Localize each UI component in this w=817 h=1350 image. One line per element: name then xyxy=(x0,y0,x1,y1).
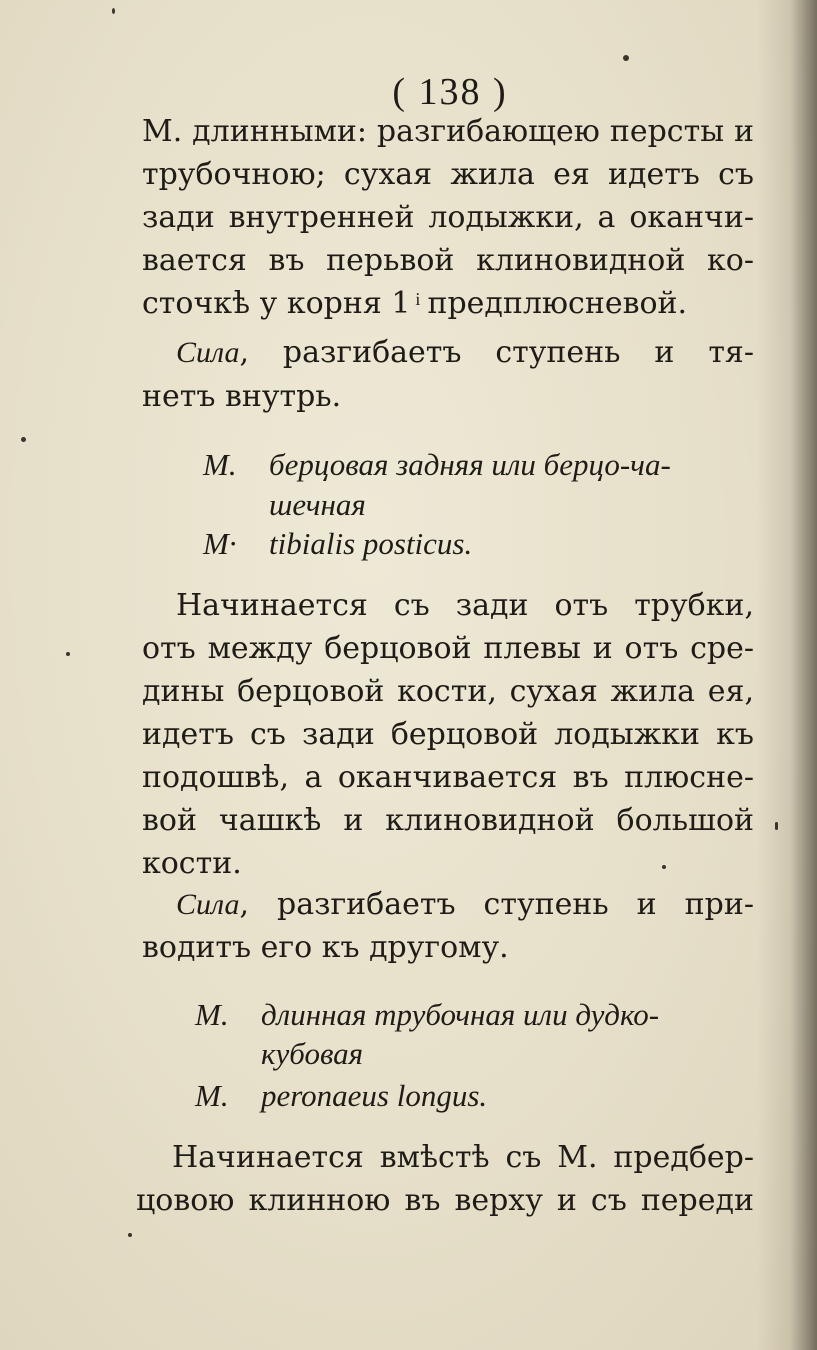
page-number: ( 138 ) xyxy=(392,71,508,113)
paper-speck xyxy=(112,8,115,14)
text-line: вой чашкѣ и клиновидной большой xyxy=(142,803,754,838)
text-line: Начинается вмѣстѣ съ М. предбер- xyxy=(172,1140,754,1175)
muscle-latin-text: tibialis posticus. xyxy=(269,526,473,561)
muscle-abbr: М. xyxy=(203,447,237,482)
force-text: , разгибаетъ ступень и при- xyxy=(239,887,754,922)
muscle-name-latin xyxy=(195,1076,487,1116)
paper-speck xyxy=(128,1233,132,1237)
force-line xyxy=(176,333,754,373)
force-label: Сила xyxy=(176,888,240,921)
text-line: зади внутренней лодыжки, а оканчи- xyxy=(142,200,754,235)
force-label: Сила xyxy=(176,336,240,369)
muscle-name-latin xyxy=(203,524,472,564)
text-line: цовою клинною въ верху и съ переди xyxy=(136,1183,754,1218)
text-line: отъ между берцовой плевы и отъ сре- xyxy=(142,631,754,666)
paper-speck xyxy=(21,437,26,442)
text-line: идетъ съ зади берцовой лодыжки къ xyxy=(142,717,754,752)
text-line: сточкѣ у корня 1 ͥ предплюсневой. xyxy=(142,286,688,321)
muscle-name-continuation: шечная xyxy=(269,487,366,522)
text-line: М. длинными: разгибающею персты и xyxy=(142,114,754,149)
text-line: кости. xyxy=(142,846,242,881)
paper-speck xyxy=(623,55,629,61)
text-line: водитъ его къ другому. xyxy=(142,930,509,965)
text-line: трубочною; сухая жила ея идетъ съ xyxy=(142,157,754,192)
paper-speck xyxy=(66,652,70,656)
muscle-abbr: М. xyxy=(195,997,229,1032)
text-line: Начинается съ зади отъ трубки, xyxy=(176,588,754,623)
binding-shadow xyxy=(757,0,817,1350)
text-line: дины берцовой кости, сухая жила ея, xyxy=(142,674,754,709)
muscle-name-russian xyxy=(203,445,671,485)
muscle-abbr: М· xyxy=(203,526,237,561)
muscle-latin-text: peronaeus longus. xyxy=(261,1078,488,1113)
text-line: вается въ перьвой клиновидной ко- xyxy=(142,243,754,278)
muscle-abbr: М. xyxy=(195,1078,229,1113)
paper-speck xyxy=(662,865,666,869)
paper-speck xyxy=(775,822,778,830)
text-line: нетъ внутрь. xyxy=(142,379,342,414)
muscle-name-text: длинная трубочная или дудко- xyxy=(261,997,660,1032)
muscle-name-text: берцовая задняя или берцо-ча- xyxy=(269,447,671,482)
text-line: подошвѣ, а оканчивается въ плюсне- xyxy=(142,760,754,795)
force-line xyxy=(176,885,754,925)
muscle-name-russian xyxy=(195,995,659,1035)
force-text: , разгибаетъ ступень и тя- xyxy=(239,335,754,370)
muscle-name-continuation: кубовая xyxy=(261,1036,364,1071)
